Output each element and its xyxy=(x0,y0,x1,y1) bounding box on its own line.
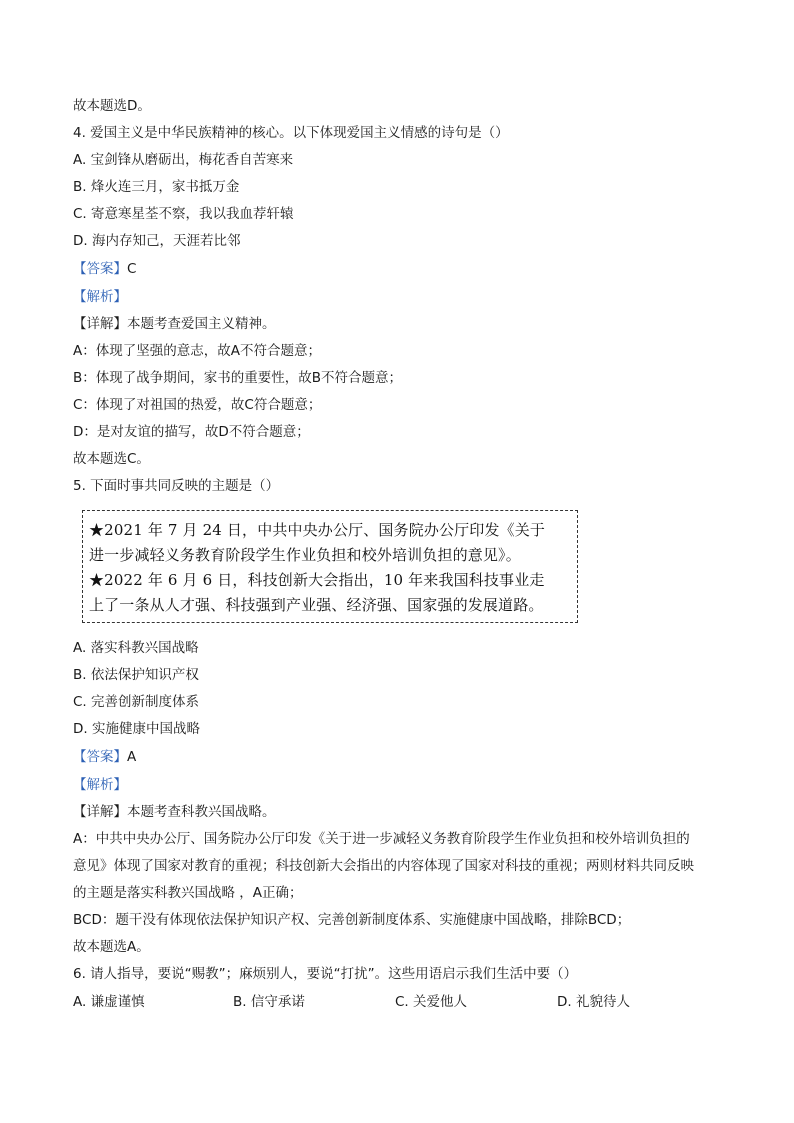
q6-option-c: C. 关爱他人 xyxy=(395,994,468,1010)
q6-option-b: B. 信守承诺 xyxy=(233,994,305,1010)
q4-detail-line: A：体现了坚强的意志，故A不符合题意； xyxy=(73,343,321,359)
q4-option-d: D. 海内存知己，天涯若比邻 xyxy=(73,233,241,249)
q5-detail-line: A：中共中央办公厅、国务院办公厅印发《关于进一步减轻义务教育阶段学生作业负担和校外培训负担的 xyxy=(73,831,690,847)
q6-options xyxy=(73,992,713,1012)
detail-tag: 【详解】 xyxy=(73,316,127,332)
q4-detail-line: C：体现了对祖国的热爱，故C符合题意； xyxy=(73,397,322,413)
q6-option-d: D. 礼貌待人 xyxy=(557,994,630,1010)
q5-detail-line: 意见》体现了国家对教育的重视；科技创新大会指出的内容体现了国家对科技的重视；两则材料共同反映 xyxy=(73,858,694,874)
q5-option-b: B. 依法保护知识产权 xyxy=(73,667,199,683)
q5-analysis-tag: 【解析】 xyxy=(73,777,127,793)
q4-option-a: A. 宝剑锋从磨砺出，梅花香自苦寒来 xyxy=(73,152,294,168)
q5-detail xyxy=(73,802,276,822)
question-6: 6. 请人指导，要说“赐教”；麻烦别人，要说“打扰”。这些用语启示我们生活中要（） xyxy=(73,966,578,982)
q4-analysis-tag: 【解析】 xyxy=(73,289,127,305)
answer-tag: 【答案】 xyxy=(73,749,127,765)
question-4: 4. 爱国主义是中华民族精神的核心。以下体现爱国主义情感的诗句是（） xyxy=(73,125,509,141)
q4-detail xyxy=(73,314,276,334)
q5-option-c: C. 完善创新制度体系 xyxy=(73,694,200,710)
news-material-box xyxy=(82,510,578,623)
detail-text: 本题考查爱国主义精神。 xyxy=(127,316,276,332)
q5-option-d: D. 实施健康中国战略 xyxy=(73,721,200,737)
answer-tag: 【答案】 xyxy=(73,261,127,277)
q5-detail-line: 的主题是落实科教兴国战略 ，A正确； xyxy=(73,885,303,901)
q4-detail-line: D：是对友谊的描写，故D不符合题意； xyxy=(73,424,310,440)
q4-detail-line: B：体现了战争期间，家书的重要性，故B不符合题意； xyxy=(73,370,403,386)
q4-answer xyxy=(73,259,136,279)
detail-tag: 【详解】 xyxy=(73,804,127,820)
material-line: ★2022 年 6 月 6 日，科技创新大会指出，10 年来我国科技事业走 xyxy=(89,571,545,589)
q5-detail-line: 故本题选A。 xyxy=(73,939,150,955)
q4-option-b: B. 烽火连三月，家书抵万金 xyxy=(73,179,240,195)
q6-option-a: A. 谦虚谨慎 xyxy=(73,994,145,1010)
detail-text: 本题考查科教兴国战略。 xyxy=(127,804,276,820)
q4-option-c: C. 寄意寒星荃不察，我以我血荐轩辕 xyxy=(73,206,294,222)
q5-option-a: A. 落实科教兴国战略 xyxy=(73,640,199,656)
material-line: 进一步减轻义务教育阶段学生作业负担和校外培训负担的意见》。 xyxy=(89,546,521,564)
text-line: 故本题选D。 xyxy=(73,98,151,114)
material-line: 上了一条从人才强、科技强到产业强、经济强、国家强的发展道路。 xyxy=(89,596,544,614)
answer-value: A xyxy=(127,749,137,765)
q4-detail-line: 故本题选C。 xyxy=(73,451,150,467)
answer-value: C xyxy=(127,261,137,277)
material-line: ★2021 年 7 月 24 日，中共中央办公厅、国务院办公厅印发《关于 xyxy=(89,521,546,539)
q5-answer xyxy=(73,747,136,767)
q5-detail-line: BCD：题干没有体现依法保护知识产权、完善创新制度体系、实施健康中国战略，排除BCD； xyxy=(73,912,631,928)
question-5: 5. 下面时事共同反映的主题是（） xyxy=(73,478,280,494)
